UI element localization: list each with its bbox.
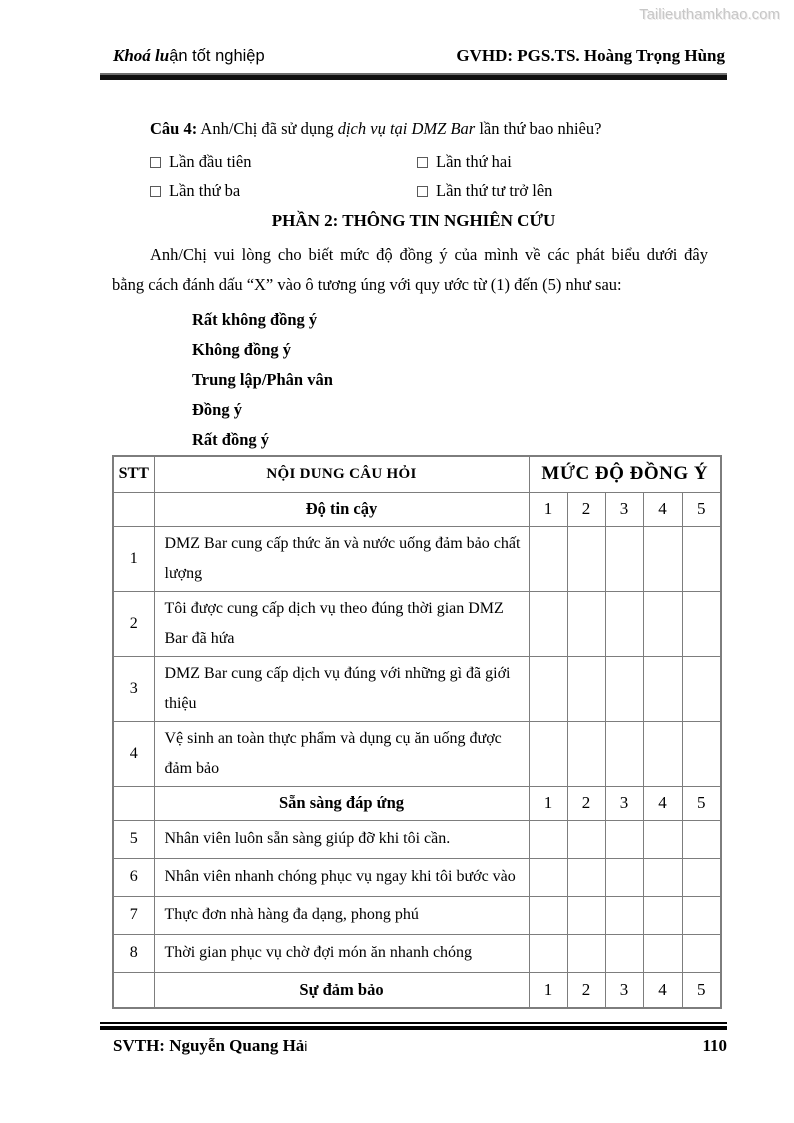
- survey-table: [112, 455, 722, 1009]
- options-row-1: [150, 148, 727, 176]
- rating-cell: [605, 526, 643, 591]
- scale-legend: [192, 305, 727, 455]
- row-number: 3: [113, 656, 154, 721]
- table-row: [113, 721, 721, 786]
- scale-cell: 2: [567, 972, 605, 1008]
- rating-cell: [643, 721, 682, 786]
- rating-cell: [605, 896, 643, 934]
- scale-legend-item: Không đồng ý: [192, 340, 292, 359]
- column-header-rating: MỨC ĐỘ ĐỒNG Ý: [529, 456, 721, 492]
- row-number: 7: [113, 896, 154, 934]
- scale-cell: 3: [605, 492, 643, 526]
- scale-cell: 1: [529, 492, 567, 526]
- rating-cell: [567, 591, 605, 656]
- watermark: Tailieuthamkhao.com: [639, 6, 780, 23]
- scale-cell: 2: [567, 492, 605, 526]
- part2-intro: [100, 240, 708, 300]
- document-title-rest: ận tốt nghiệp: [169, 47, 265, 65]
- rating-cell: [567, 934, 605, 972]
- option-third-time: [150, 181, 417, 201]
- row-number: 1: [113, 526, 154, 591]
- scale-cell: 5: [682, 786, 721, 820]
- scale-legend-item: Đồng ý: [192, 400, 242, 419]
- row-number: 5: [113, 820, 154, 858]
- question-4-label: Câu 4:: [150, 119, 198, 138]
- supervisor-name: GVHD: PGS.TS. Hoàng Trọng Hùng: [456, 46, 725, 65]
- question-4-options: [150, 148, 727, 206]
- question-4-tail: lần thứ bao nhiêu?: [475, 119, 602, 138]
- scale-cell: 4: [643, 786, 682, 820]
- scale-cell: 1: [529, 972, 567, 1008]
- scale-cell: 4: [643, 492, 682, 526]
- question-4-emphasis: dịch vụ tại DMZ Bar: [337, 119, 476, 138]
- section-row-do-tin-cay: [113, 492, 721, 526]
- section-label: Sẵn sàng đáp ứng: [154, 786, 529, 820]
- author-name-tail: i: [304, 1038, 308, 1054]
- question-4: [150, 118, 727, 139]
- header-divider: [100, 73, 727, 80]
- rating-cell: [529, 721, 567, 786]
- rating-cell: [567, 656, 605, 721]
- rating-cell: [529, 896, 567, 934]
- row-number: 8: [113, 934, 154, 972]
- table-row: [113, 896, 721, 934]
- scale-cell: 3: [605, 972, 643, 1008]
- table-row: [113, 820, 721, 858]
- scale-cell: 1: [529, 786, 567, 820]
- rating-cell: [682, 858, 721, 896]
- rating-cell: [567, 858, 605, 896]
- rating-cell: [682, 820, 721, 858]
- rating-cell: [643, 858, 682, 896]
- section-row-san-sang-dap-ung: [113, 786, 721, 820]
- empty-cell: [113, 492, 154, 526]
- rating-cell: [567, 820, 605, 858]
- rating-cell: [605, 656, 643, 721]
- option-label: Lần thứ ba: [169, 181, 241, 200]
- scale-cell: 4: [643, 972, 682, 1008]
- rating-cell: [643, 656, 682, 721]
- row-number: 2: [113, 591, 154, 656]
- rating-cell: [529, 934, 567, 972]
- scale-legend-item: Rất đồng ý: [192, 430, 270, 449]
- scale-cell: 5: [682, 972, 721, 1008]
- section-label: Sự đảm bảo: [154, 972, 529, 1008]
- row-question-text: DMZ Bar cung cấp dịch vụ đúng với những gì đã giới thiệu: [154, 656, 529, 721]
- row-question-text: Thời gian phục vụ chờ đợi món ăn nhanh chóng: [154, 934, 529, 972]
- document-title-italic: Khoá lu: [113, 46, 170, 65]
- scale-legend-item: Rất không đồng ý: [192, 310, 318, 329]
- option-first-time: [150, 152, 417, 172]
- rating-cell: [529, 820, 567, 858]
- rating-cell: [682, 934, 721, 972]
- option-fourth-or-more: [417, 181, 684, 201]
- column-header-content: NỘI DUNG CÂU HỎI: [154, 456, 529, 492]
- table-header-row: [113, 456, 721, 492]
- checkbox-icon: [150, 186, 161, 197]
- page-footer: [100, 1022, 727, 1056]
- option-second-time: [417, 152, 684, 172]
- rating-cell: [682, 526, 721, 591]
- intro-line-2: bằng cách đánh dấu “X” vào ô tương úng với quy ước từ (1) đến (5) như sau:: [112, 275, 622, 294]
- scale-cell: 5: [682, 492, 721, 526]
- empty-cell: [113, 786, 154, 820]
- row-question-text: DMZ Bar cung cấp thức ăn và nước uống đảm bảo chất lượng: [154, 526, 529, 591]
- row-question-text: Nhân viên luôn sẵn sàng giúp đỡ khi tôi cần.: [154, 820, 529, 858]
- row-number: 4: [113, 721, 154, 786]
- row-number: 6: [113, 858, 154, 896]
- rating-cell: [682, 591, 721, 656]
- rating-cell: [605, 934, 643, 972]
- scale-cell: 3: [605, 786, 643, 820]
- footer-row: [100, 1036, 727, 1056]
- table-row: [113, 526, 721, 591]
- rating-cell: [529, 591, 567, 656]
- checkbox-icon: [417, 186, 428, 197]
- scale-legend-item: Trung lập/Phân vân: [192, 370, 333, 389]
- section-row-su-dam-bao: [113, 972, 721, 1008]
- row-question-text: Nhân viên nhanh chóng phục vụ ngay khi tôi bước vào: [154, 858, 529, 896]
- rating-cell: [643, 896, 682, 934]
- rating-cell: [605, 858, 643, 896]
- empty-cell: [113, 972, 154, 1008]
- rating-cell: [682, 896, 721, 934]
- rating-cell: [567, 721, 605, 786]
- row-question-text: Vệ sinh an toàn thực phẩm và dụng cụ ăn uống được đảm bảo: [154, 721, 529, 786]
- rating-cell: [529, 526, 567, 591]
- rating-cell: [605, 591, 643, 656]
- rating-cell: [605, 721, 643, 786]
- page-header: [100, 0, 727, 66]
- rating-cell: [643, 934, 682, 972]
- section-label: Độ tin cậy: [154, 492, 529, 526]
- column-header-stt: STT: [113, 456, 154, 492]
- rating-cell: [567, 896, 605, 934]
- document-title: [113, 46, 265, 66]
- table-row: [113, 934, 721, 972]
- options-row-2: [150, 176, 727, 206]
- rating-cell: [643, 591, 682, 656]
- table-row: [113, 656, 721, 721]
- page-number: 110: [702, 1036, 727, 1055]
- table-row: [113, 858, 721, 896]
- option-label: Lần thứ hai: [436, 152, 512, 171]
- rating-cell: [529, 858, 567, 896]
- checkbox-icon: [150, 157, 161, 168]
- rating-cell: [567, 526, 605, 591]
- question-4-lead: Anh/Chị đã sử dụng: [197, 119, 338, 138]
- author-name: [113, 1036, 307, 1056]
- row-question-text: Tôi được cung cấp dịch vụ theo đúng thời gian DMZ Bar đã hứa: [154, 591, 529, 656]
- rating-cell: [643, 820, 682, 858]
- intro-line-1: Anh/Chị vui lòng cho biết mức độ đồng ý của mình về các phát biểu dưới đây: [150, 245, 708, 264]
- rating-cell: [529, 656, 567, 721]
- table-row: [113, 591, 721, 656]
- checkbox-icon: [417, 157, 428, 168]
- row-question-text: Thực đơn nhà hàng đa dạng, phong phú: [154, 896, 529, 934]
- rating-cell: [682, 656, 721, 721]
- option-label: Lần thứ tư trở lên: [436, 181, 553, 200]
- rating-cell: [682, 721, 721, 786]
- footer-divider: [100, 1022, 727, 1030]
- part2-heading: PHẦN 2: THÔNG TIN NGHIÊN CỨU: [271, 211, 556, 230]
- rating-cell: [643, 526, 682, 591]
- option-label: Lần đầu tiên: [169, 152, 252, 171]
- author-name-main: SVTH: Nguyễn Quang Hả: [113, 1036, 305, 1055]
- rating-cell: [605, 820, 643, 858]
- page-content: [100, 0, 727, 1009]
- scale-cell: 2: [567, 786, 605, 820]
